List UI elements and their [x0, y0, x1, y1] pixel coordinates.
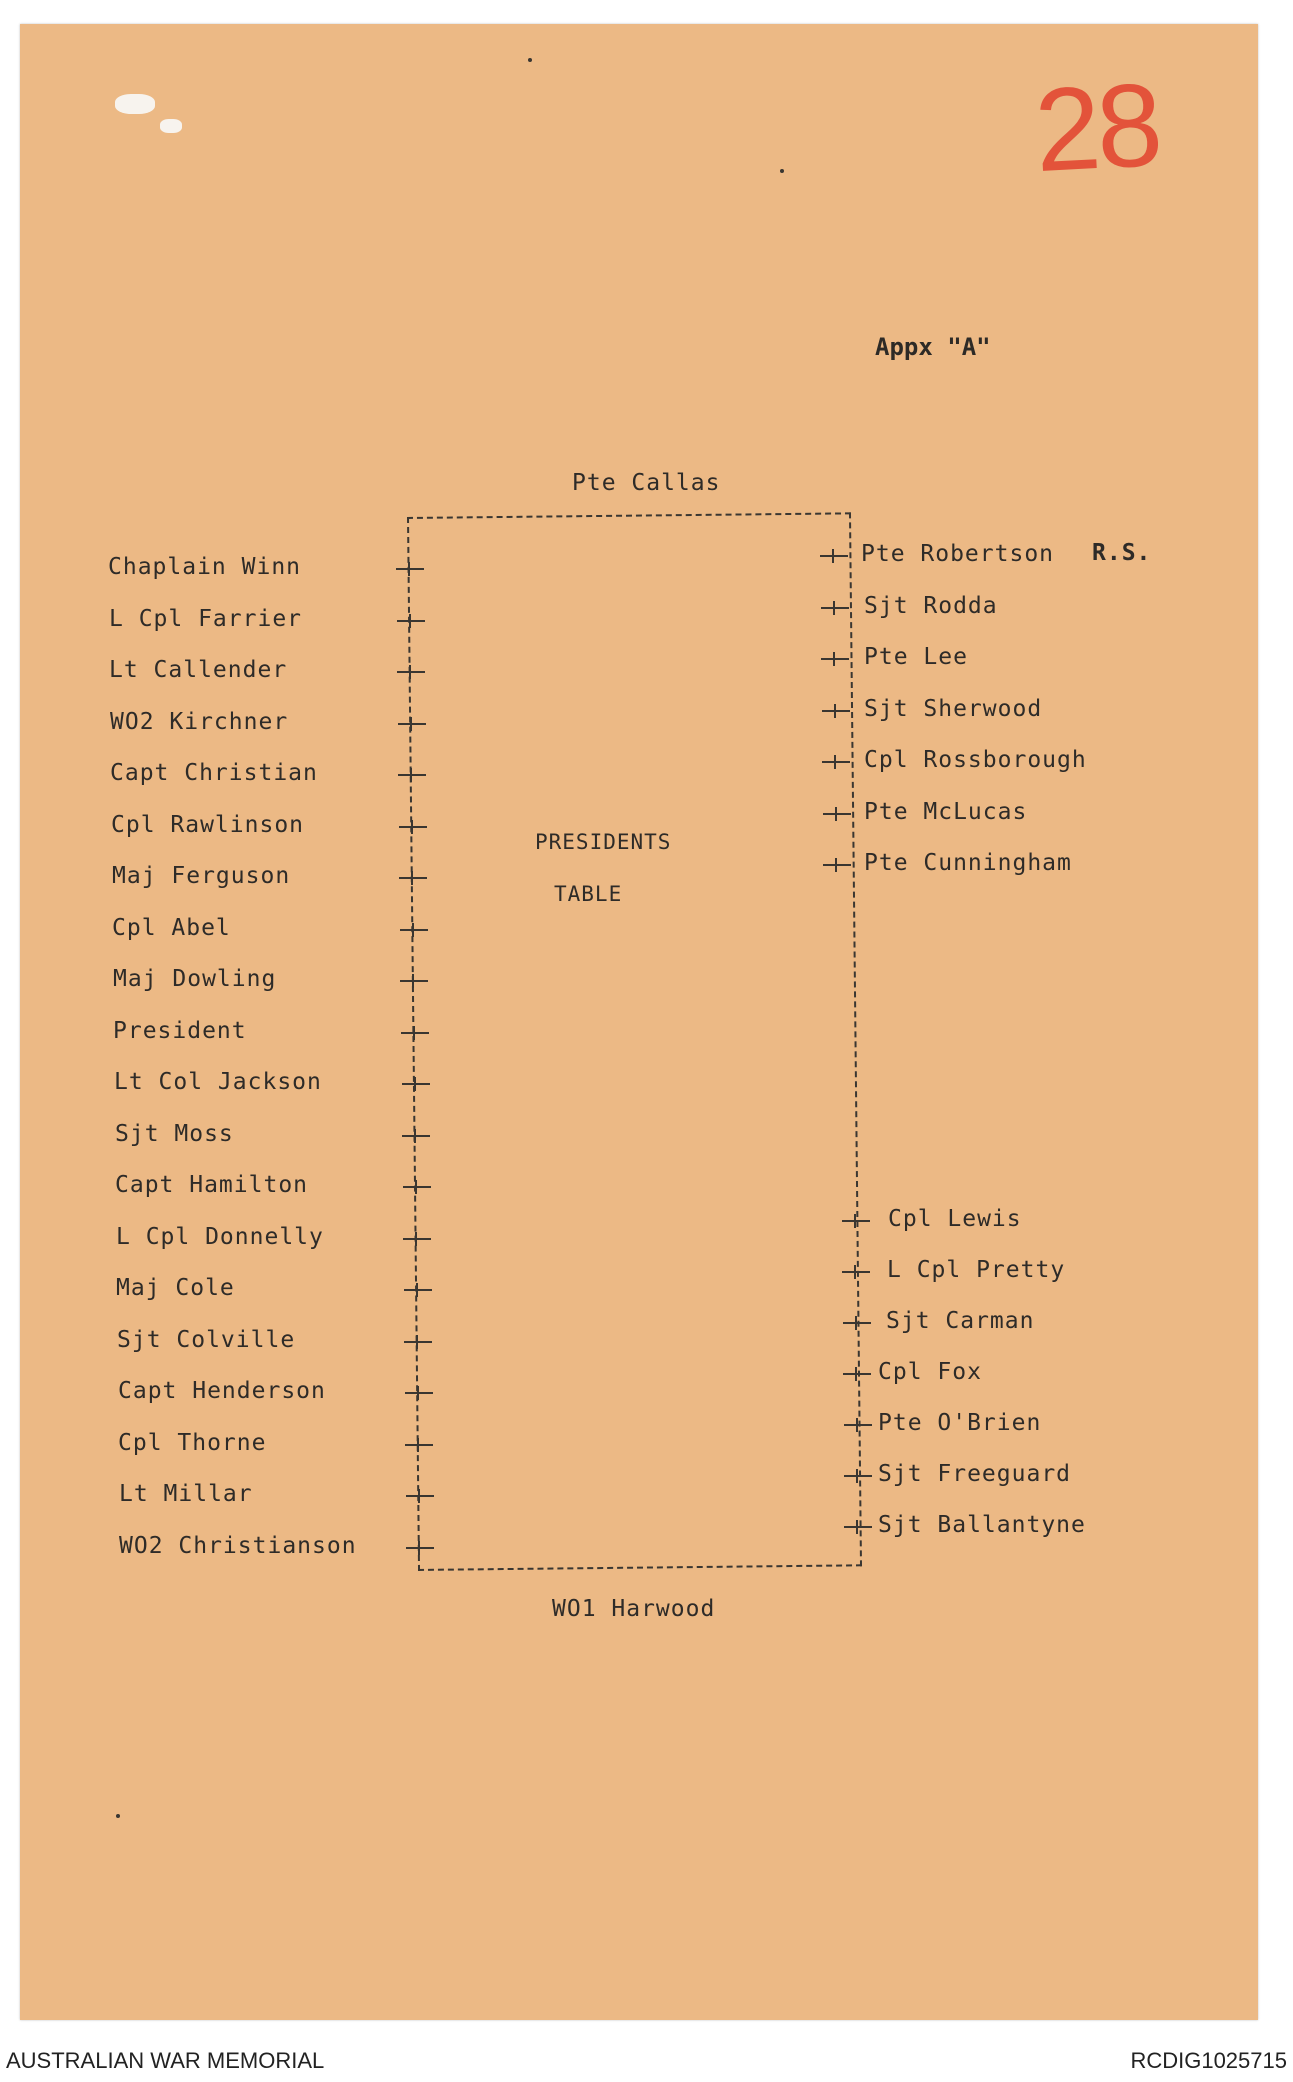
ink-speck — [116, 1814, 120, 1818]
seat-l-cpl-pretty: L Cpl Pretty — [887, 1257, 1066, 1283]
seat-tick-mark — [398, 723, 426, 725]
seat-tick-mark — [404, 1289, 432, 1291]
seat-tick-mark — [405, 1392, 433, 1394]
seat-lt-millar: Lt Millar — [119, 1481, 253, 1507]
seat-capt-henderson: Capt Henderson — [118, 1378, 326, 1404]
seat-pte-cunningham: Pte Cunningham — [864, 850, 1072, 876]
seat-capt-christian: Capt Christian — [110, 760, 318, 786]
seat-tick-mark — [406, 1547, 434, 1549]
paper-blemish — [160, 119, 182, 133]
seat-president: President — [113, 1017, 247, 1044]
ink-speck — [528, 58, 532, 62]
head-seat: Pte Callas — [572, 470, 721, 496]
seat-wo2-christianson: WO2 Christianson — [119, 1532, 357, 1559]
seat-sjt-sherwood: Sjt Sherwood — [864, 695, 1043, 722]
seat-tick-mark — [822, 710, 850, 712]
seat-tick-mark — [844, 1475, 872, 1477]
seat-tick-mark — [843, 1373, 871, 1375]
seat-pte-robertson: Pte Robertson — [861, 541, 1055, 567]
seat-tick-mark — [398, 774, 426, 776]
table-label-line-1: PRESIDENTS — [535, 830, 672, 854]
foot-seat: WO1 Harwood — [552, 1596, 716, 1622]
seat-sjt-freeguard: Sjt Freeguard — [878, 1461, 1072, 1487]
seat-sjt-colville: Sjt Colville — [117, 1326, 296, 1353]
seat-cpl-rawlinson: Cpl Rawlinson — [111, 811, 305, 838]
seat-tick-mark — [402, 1135, 430, 1137]
seat-tick-mark — [820, 555, 848, 557]
seat-sjt-rodda: Sjt Rodda — [864, 592, 998, 619]
seat-tick-mark — [844, 1424, 872, 1426]
paper-blemish — [115, 94, 155, 114]
right-note: R.S. — [1092, 540, 1152, 566]
seat-pte-lee: Pte Lee — [864, 644, 968, 670]
footer-institution: AUSTRALIAN WAR MEMORIAL — [6, 2048, 325, 2073]
seat-pte-mclucas: Pte McLucas — [864, 798, 1028, 825]
table-label-line-2: TABLE — [554, 882, 623, 906]
seat-tick-mark — [842, 1271, 870, 1273]
presidents-table-outline — [407, 512, 862, 1571]
seat-tick-mark — [396, 568, 424, 570]
seat-sjt-ballantyne: Sjt Ballantyne — [878, 1512, 1086, 1538]
page-number: 28 — [1031, 58, 1162, 198]
seat-capt-hamilton: Capt Hamilton — [115, 1172, 309, 1198]
seat-maj-ferguson: Maj Ferguson — [112, 863, 291, 889]
seat-chaplain-winn: Chaplain Winn — [108, 554, 302, 580]
seat-lt-callender: Lt Callender — [109, 657, 288, 683]
seat-tick-mark — [399, 877, 427, 879]
seat-tick-mark — [405, 1444, 433, 1446]
seat-l-cpl-donnelly: L Cpl Donnelly — [116, 1223, 324, 1250]
seat-maj-cole: Maj Cole — [116, 1275, 235, 1301]
seat-tick-mark — [404, 1341, 432, 1343]
seat-tick-mark — [401, 1032, 429, 1034]
seat-tick-mark — [397, 620, 425, 622]
seat-tick-mark — [406, 1495, 434, 1497]
seat-tick-mark — [821, 607, 849, 609]
seat-cpl-fox: Cpl Fox — [878, 1359, 982, 1385]
footer-catalog-id: RCDIG1025715 — [1130, 2048, 1287, 2073]
seat-pte-o-brien: Pte O'Brien — [878, 1410, 1042, 1436]
seat-tick-mark — [399, 826, 427, 828]
seat-cpl-lewis: Cpl Lewis — [888, 1206, 1022, 1232]
seat-cpl-thorne: Cpl Thorne — [118, 1429, 267, 1456]
seat-tick-mark — [402, 1083, 430, 1085]
ink-speck — [780, 169, 784, 173]
seat-sjt-moss: Sjt Moss — [115, 1120, 234, 1147]
seat-sjt-carman: Sjt Carman — [886, 1308, 1035, 1334]
seat-tick-mark — [400, 929, 428, 931]
seat-cpl-abel: Cpl Abel — [112, 914, 231, 941]
appendix-label: Appx "A" — [875, 333, 991, 361]
seat-tick-mark — [403, 1238, 431, 1240]
seat-tick-mark — [843, 1322, 871, 1324]
seat-cpl-rossborough: Cpl Rossborough — [864, 747, 1087, 773]
seat-tick-mark — [400, 980, 428, 982]
seat-tick-mark — [823, 813, 851, 815]
seat-tick-mark — [823, 864, 851, 866]
seat-tick-mark — [844, 1526, 872, 1528]
seat-maj-dowling: Maj Dowling — [113, 966, 277, 992]
seat-tick-mark — [403, 1186, 431, 1188]
seat-lt-col-jackson: Lt Col Jackson — [114, 1069, 322, 1095]
seat-l-cpl-farrier: L Cpl Farrier — [109, 605, 303, 632]
seat-tick-mark — [821, 658, 849, 660]
seat-tick-mark — [842, 1220, 870, 1222]
seat-wo2-kirchner: WO2 Kirchner — [110, 708, 289, 735]
seat-tick-mark — [397, 671, 425, 673]
seat-tick-mark — [822, 761, 850, 763]
